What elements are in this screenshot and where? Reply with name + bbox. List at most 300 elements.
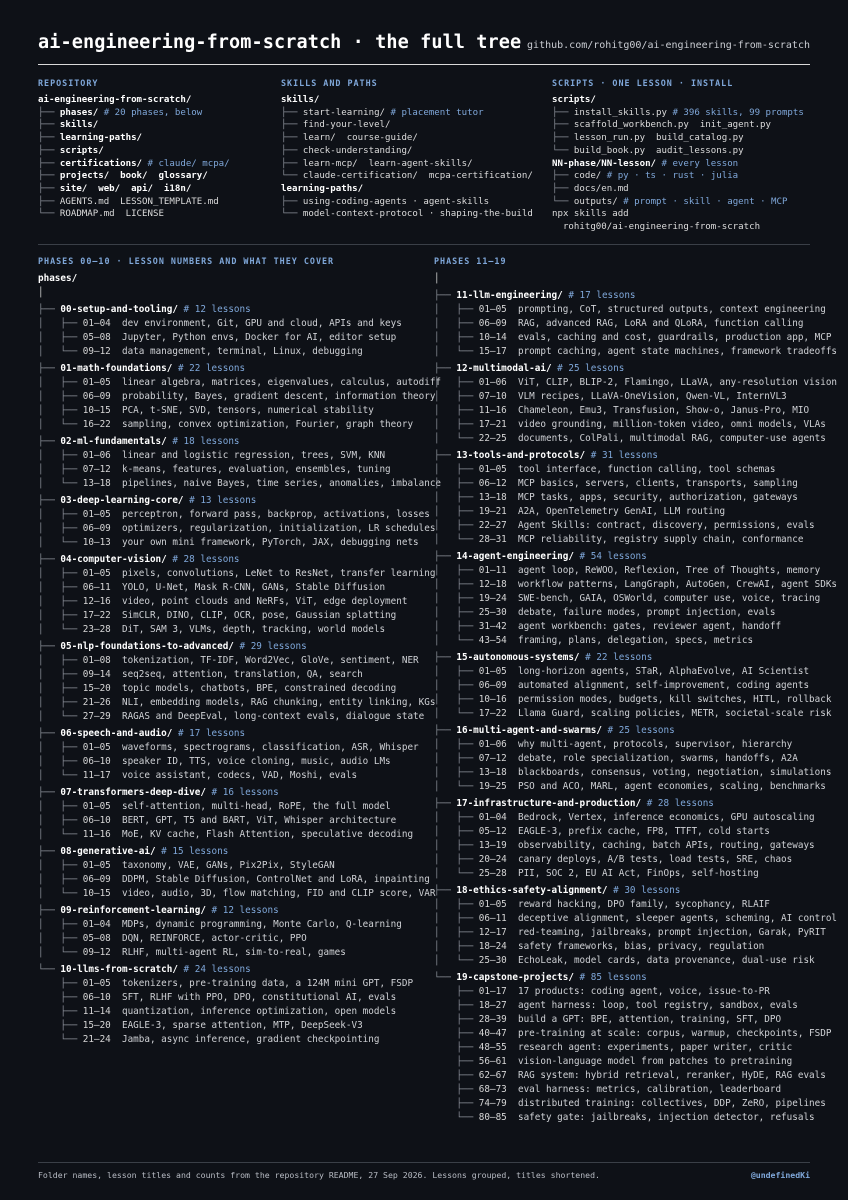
phase-folder [434,724,814,738]
lesson-group [434,376,838,390]
scripts-label: SCRIPTS · ONE LESSON · INSTALL [552,78,734,88]
lesson-group [38,859,434,873]
phase-folder [38,494,434,508]
phase-name: 07-transformers-deep-dive/ [60,787,206,798]
tree-entry: outputs/ [573,196,618,207]
tree-comment: # 396 skills, 99 prompts [666,107,804,118]
lesson-count: # 17 lessons [568,290,636,301]
tree-entry: phases/ [59,107,99,118]
tree-entry: install_skills.py [573,107,667,118]
lesson-topics: blackboards, consensus, voting, negotiation, simulations [517,767,832,778]
tree-entry: projects/ book/ glossary/ [59,171,208,182]
lesson-topics: pixels, convolutions, LeNet to ResNet, transfer learning [121,568,436,579]
tree-line [281,119,552,132]
phase-folder [38,553,434,567]
lesson-topics: speaker ID, TTS, voice cloning, music, audio LMs [121,756,391,767]
lesson-topics: video, audio, 3D, flow matching, FID and CLIP score, VAR [121,888,436,899]
lesson-group [38,668,434,682]
tree-line [552,132,810,145]
tree-branch: │ └── [38,829,83,840]
repo-url[interactable]: github.com/rohitg00/ai-engineering-from-scratch [527,40,810,51]
tree-line [38,132,281,145]
tree-branch: │ ├── [434,478,479,489]
lesson-topics: PSO and ACO, MARL, agent economies, scaling, benchmarks [517,781,826,792]
lesson-group [38,918,434,932]
phase-folder [434,289,814,303]
tree-branch: ├── [434,986,479,997]
tree-line [38,196,281,209]
lesson-topics: tool interface, function calling, tool schemas [517,464,776,475]
lesson-count: # 54 lessons [579,551,647,562]
repository-label: REPOSITORY [38,78,99,88]
phases-right-tree [434,289,838,1125]
tree-line [281,208,552,221]
footer-note: Folder names, lesson titles and counts from the repository README, 27 Sep 2026. Lessons grouped, titles shortened. [38,1170,600,1180]
lesson-topics: DQN, REINFORCE, actor-critic, PPO [121,933,307,944]
tree-line [38,107,281,120]
lesson-group [38,418,434,432]
lesson-topics: seq2seq, attention, translation, QA, search [121,669,363,680]
tree-branch: │ └── [38,770,83,781]
lesson-group [38,873,434,887]
tree-branch: ├── [434,1014,479,1025]
lesson-group [38,932,434,946]
tree-entry: learn/ course-guide/ [302,133,418,144]
lesson-range: 13–18 [82,478,111,489]
scripts-tree [552,94,810,234]
lesson-group [38,814,434,828]
tree-entry: npx skills add [552,209,629,220]
lesson-group [38,755,434,769]
lesson-group [38,567,434,581]
phase-name: 10-llms-from-scratch/ [60,964,178,975]
tree-line [281,170,552,183]
lesson-group [38,1005,434,1019]
phase-folder [434,884,814,898]
lesson-topics: agent harness: loop, tool registry, sandbox, evals [517,1000,798,1011]
lesson-group [38,449,434,463]
tree-entry: find-your-level/ [302,120,391,131]
lesson-topics: workflow patterns, LangGraph, AutoGen, CrewAI, agent SDKs [517,579,838,590]
tree-comment: # claude/ mcpa/ [142,158,230,169]
lesson-topics: why multi-agent, protocols, supervisor, hierarchy [517,739,793,750]
lesson-topics: Llama Guard, scaling policies, METR, societal-scale risk [517,708,832,719]
author-handle[interactable]: @undefinedKi [750,1170,810,1180]
lesson-group [434,463,814,477]
phases-right-label: PHASES 11–19 [434,256,507,266]
lesson-range: 13–19 [478,840,507,851]
lesson-topics: DDPM, Stable Diffusion, ControlNet and LoRA, inpainting [121,874,430,885]
lesson-group [38,1019,434,1033]
lesson-group [434,811,814,825]
tree-spacer: │ [38,287,44,298]
tree-branch: │ ├── [434,694,479,705]
lesson-topics: EchoLeak, model cards, data provenance, dual-use risk [517,955,815,966]
lesson-topics: EAGLE-3, sparse attention, MTP, DeepSeek-V3 [121,1020,363,1031]
tree-line [281,94,552,107]
lesson-count: # 31 lessons [590,450,658,461]
phase-name: 02-ml-fundamentals/ [60,436,167,447]
tree-branch: │ ├── [434,464,479,475]
tree-branch: ├── [38,158,60,169]
scripts-column [552,78,810,244]
skills-tree [281,94,552,221]
lesson-topics: EAGLE-3, prefix cache, FP8, TTFT, cold starts [517,826,770,837]
tree-entry: NN-phase/NN-lesson/ [552,158,657,169]
lesson-range: 80–85 [478,1112,507,1123]
lesson-topics: tokenization, TF-IDF, Word2Vec, GloVe, sentiment, NER [121,655,419,666]
lesson-group [434,1111,814,1125]
tree-branch: ├── [281,107,303,118]
lesson-group [434,533,814,547]
lesson-group [38,390,434,404]
lesson-group [38,331,434,345]
lesson-count: # 30 lessons [613,885,681,896]
tree-branch: │ └── [38,624,83,635]
lesson-range: 13–18 [478,767,507,778]
lesson-topics: agent workbench: gates, reviewer agent, handoff [517,621,782,632]
tree-comment: # py · ts · rust · julia [601,171,739,182]
tree-branch: │ ├── [38,450,83,461]
tree-entry: skills/ [281,95,320,105]
lesson-group [434,954,814,968]
skills-column [281,78,552,244]
lesson-group [38,581,434,595]
lesson-topics: permission modes, budgets, kill switches, HITL, rollback [517,694,832,705]
lesson-topics: k-means, features, evaluation, ensembles, tuning [121,464,391,475]
tree-branch: │ ├── [38,919,83,930]
tree-branch: │ └── [38,947,83,958]
tree-branch: ├── [434,1056,479,1067]
tree-branch: ├── [281,133,303,144]
lesson-range: 11–16 [82,829,111,840]
lesson-range: 10–16 [478,694,507,705]
tree-line [38,158,281,171]
tree-branch: │ ├── [434,593,479,604]
lesson-group [434,665,814,679]
tree-line [552,208,810,221]
lesson-topics: your own mini framework, PyTorch, JAX, debugging nets [121,537,419,548]
tree-branch: ├── [38,196,60,207]
lesson-topics: red-teaming, jailbreaks, prompt injection, Garak, PyRIT [517,927,826,938]
lesson-count: # 15 lessons [161,846,229,857]
tree-branch: ├── [38,787,61,798]
tree-branch: │ ├── [38,568,83,579]
lesson-topics: RAG system: hybrid retrieval, reranker, HyDE, RAG evals [517,1070,826,1081]
lesson-topics: debate, role specialization, swarms, handoffs, A2A [517,753,798,764]
lesson-range: 01–06 [478,377,507,388]
tree-branch: ├── [38,846,61,857]
lesson-range: 18–27 [478,1000,507,1011]
phase-name: 13-tools-and-protocols/ [456,450,586,461]
tree-comment: # placement tutor [385,107,484,118]
lesson-group [38,946,434,960]
lesson-group [434,345,838,359]
tree-branch: ├── [281,196,303,207]
tree-branch: │ ├── [38,860,83,871]
lesson-topics: self-attention, multi-head, RoPE, the full model [121,801,391,812]
lesson-topics: evals, caching and cost, guardrails, production app, MCP [517,332,832,343]
lesson-range: 05–08 [82,933,111,944]
lesson-group [434,898,814,912]
lesson-range: 01–05 [82,377,111,388]
repository-tree [38,94,281,221]
lesson-topics: voice assistant, codecs, VAD, Moshi, evals [121,770,358,781]
lesson-range: 09–12 [82,947,111,958]
lesson-range: 22–25 [478,433,507,444]
lesson-topics: video grounding, million-token video, omni models, VLAs [517,419,826,430]
lesson-topics: Agent Skills: contract, discovery, permissions, evals [517,520,815,531]
lesson-range: 06–09 [478,318,507,329]
tree-entry: certifications/ [59,158,143,169]
lesson-range: 56–61 [478,1056,507,1067]
tree-entry: scripts/ [552,95,596,105]
tree-comment: # prompt · skill · agent · MCP [617,196,788,207]
tree-entry: scripts/ [59,145,104,156]
lesson-topics: deceptive alignment, sleeper agents, scheming, AI control [517,913,838,924]
lesson-group [38,609,434,623]
lesson-group [38,404,434,418]
tree-branch: │ ├── [38,509,83,520]
tree-branch: ├── [434,1084,479,1095]
lesson-group [38,769,434,783]
tree-line [552,145,810,158]
lesson-range: 11–16 [478,405,507,416]
phase-folder [434,651,814,665]
tree-line [552,170,810,183]
lesson-topics: Jamba, async inference, gradient checkpointing [121,1034,380,1045]
lesson-topics: MCP tasks, apps, security, authorization, gateways [517,492,798,503]
lesson-group [434,693,832,707]
tree-branch: │ ├── [38,464,83,475]
phase-folder [434,449,814,463]
lesson-range: 10–14 [478,332,507,343]
tree-line [38,94,281,107]
lesson-count: # 13 lessons [189,495,257,506]
tree-line [281,196,552,209]
tree-line [281,183,552,196]
tree-branch: └── [552,145,574,156]
tree-branch: ├── [434,885,457,896]
lesson-group [434,707,832,721]
tree-branch: │ ├── [38,756,83,767]
tree-branch: │ ├── [38,318,83,329]
tree-entry: ROADMAP.md LICENSE [59,209,164,220]
tree-branch: │ └── [434,635,479,646]
lesson-range: 01–17 [478,986,507,997]
lesson-topics: prompt caching, agent state machines, framework tradeoffs [517,346,838,357]
tree-entry: start-learning/ [302,107,386,118]
tree-comment: # 20 phases, below [98,107,203,118]
tree-branch: │ ├── [38,697,83,708]
lesson-range: 48–55 [478,1042,507,1053]
lesson-topics: MDPs, dynamic programming, Monte Carlo, Q-learning [121,919,402,930]
lesson-group [38,508,434,522]
tree-branch: └── [38,209,60,220]
lesson-range: 01–06 [82,450,111,461]
lesson-group [38,345,434,359]
tree-line [552,196,810,209]
lesson-topics: tokenizers, pre-training data, a 124M mini GPT, FSDP [121,978,414,989]
lesson-range: 01–05 [478,899,507,910]
tree-branch: │ └── [38,419,83,430]
lesson-group [434,404,814,418]
tree-line [552,158,810,171]
tree-entry: code/ [573,171,602,182]
lesson-range: 01–04 [82,318,111,329]
lesson-topics: pre-training at scale: corpus, warmup, checkpoints, FSDP [517,1028,832,1039]
tree-branch: ├── [38,183,60,194]
lesson-group [434,620,814,634]
phase-name: 18-ethics-safety-alignment/ [456,885,608,896]
lesson-topics: RAGAS and DeepEval, long-context evals, dialogue state [121,711,425,722]
tree-branch: │ ├── [434,854,479,865]
lesson-range: 25–28 [478,868,507,879]
lesson-range: 01–08 [82,655,111,666]
tree-line [38,145,281,158]
lesson-topics: quantization, inference optimization, open models [121,1006,397,1017]
phase-folder [434,971,814,985]
lesson-range: 21–26 [82,697,111,708]
tree-line [38,208,281,221]
tree-line [281,145,552,158]
lesson-range: 15–20 [82,1020,111,1031]
tree-branch: │ ├── [434,520,479,531]
lesson-group [434,926,826,940]
tree-branch: ├── [38,107,60,118]
lesson-range: 18–24 [478,941,507,952]
lesson-range: 19–24 [478,593,507,604]
lesson-range: 01–04 [478,812,507,823]
tree-branch: │ ├── [38,523,83,534]
lesson-group [434,825,814,839]
lesson-range: 25–30 [478,607,507,618]
lesson-group [38,317,434,331]
lesson-range: 74–79 [478,1098,507,1109]
lesson-group [434,303,826,317]
tree-line [552,94,810,107]
lesson-group [434,738,814,752]
lesson-range: 23–28 [82,624,111,635]
tree-comment: # every lesson [656,158,739,169]
lesson-topics: agent loop, ReWOO, Reflexion, Tree of Thoughts, memory [517,565,821,576]
lesson-group [434,679,814,693]
lesson-group [434,564,821,578]
lesson-range: 06–11 [82,582,111,593]
tree-branch: ├── [38,992,83,1003]
tree-branch: ├── [434,1000,479,1011]
tree-branch: │ ├── [434,579,479,590]
tree-branch: │ └── [434,708,479,719]
tree-branch: ├── [434,551,457,562]
lesson-range: 40–47 [478,1028,507,1039]
lesson-group [434,578,838,592]
tree-line [552,221,810,234]
tree-line [281,158,552,171]
tree-entry: check-understanding/ [302,145,413,156]
tree-branch: ├── [38,436,61,447]
lesson-range: 01–05 [82,978,111,989]
tree-branch: ├── [38,363,61,374]
lesson-group [434,999,814,1013]
phase-folder [38,727,434,741]
tree-entry: learn-mcp/ learn-agent-skills/ [302,158,473,169]
tree-branch: │ ├── [434,753,479,764]
tree-branch: ├── [281,158,303,169]
lesson-range: 68–73 [478,1084,507,1095]
lesson-range: 12–18 [478,579,507,590]
tree-branch: │ ├── [38,742,83,753]
lesson-group [434,1041,814,1055]
lesson-group [434,491,814,505]
tree-entry: using-coding-agents · agent-skills [302,196,490,207]
lesson-topics: waveforms, spectrograms, classification, ASR, Whisper [121,742,419,753]
tree-branch: ├── [38,1006,83,1017]
lesson-range: 19–21 [478,506,507,517]
phase-folder [434,362,814,376]
lesson-range: 06–11 [478,913,507,924]
tree-entry: ai-engineering-from-scratch/ [38,95,192,105]
tree-entry: learning-paths/ [281,183,364,194]
lesson-range: 22–27 [478,520,507,531]
lesson-group [434,752,814,766]
tree-branch: ├── [38,133,60,144]
tree-branch: │ └── [434,433,479,444]
lesson-group [434,477,814,491]
tree-line [38,119,281,132]
top-section [38,78,810,244]
phase-name: 14-agent-engineering/ [456,551,574,562]
lesson-group [434,505,814,519]
tree-branch: │ ├── [434,607,479,618]
phase-name: 19-capstone-projects/ [456,972,574,983]
lesson-range: 01–04 [82,919,111,930]
lesson-group [434,634,814,648]
lesson-topics: debate, failure modes, prompt injection, evals [517,607,776,618]
lesson-topics: YOLO, U-Net, Mask R-CNN, GANs, Stable Diffusion [121,582,386,593]
lesson-group [434,1069,826,1083]
tree-entry: docs/en.md [573,183,629,194]
lesson-range: 06–10 [82,815,111,826]
tree-branch: │ ├── [434,941,479,952]
tree-entry: scaffold_workbench.py init_agent.py [573,120,772,131]
tree-branch: ├── [434,450,457,461]
tree-branch: │ ├── [434,506,479,517]
tree-branch: └── [38,964,61,975]
lesson-range: 12–16 [82,596,111,607]
tree-line [38,170,281,183]
lesson-range: 16–22 [82,419,111,430]
phase-folder [38,362,434,376]
tree-branch: ├── [38,120,60,131]
lesson-range: 01–06 [478,739,507,750]
tree-branch: └── [552,196,574,207]
tree-branch: ├── [552,107,574,118]
tree-branch: ├── [552,183,574,194]
lesson-range: 01–05 [82,860,111,871]
lesson-topics: sampling, convex optimization, Fourier, graph theory [121,419,414,430]
lesson-range: 06–09 [82,523,111,534]
lesson-topics: probability, Bayes, gradient descent, information theory [121,391,436,402]
lesson-topics: MoE, KV cache, Flash Attention, speculative decoding [121,829,414,840]
lesson-group [434,390,814,404]
tree-branch: │ ├── [434,840,479,851]
tree-branch: └── [434,972,457,983]
lesson-range: 25–30 [478,955,507,966]
lesson-count: # 25 lessons [607,725,675,736]
tree-entry: build_book.py audit_lessons.py [573,145,744,156]
lesson-group [434,1097,826,1111]
